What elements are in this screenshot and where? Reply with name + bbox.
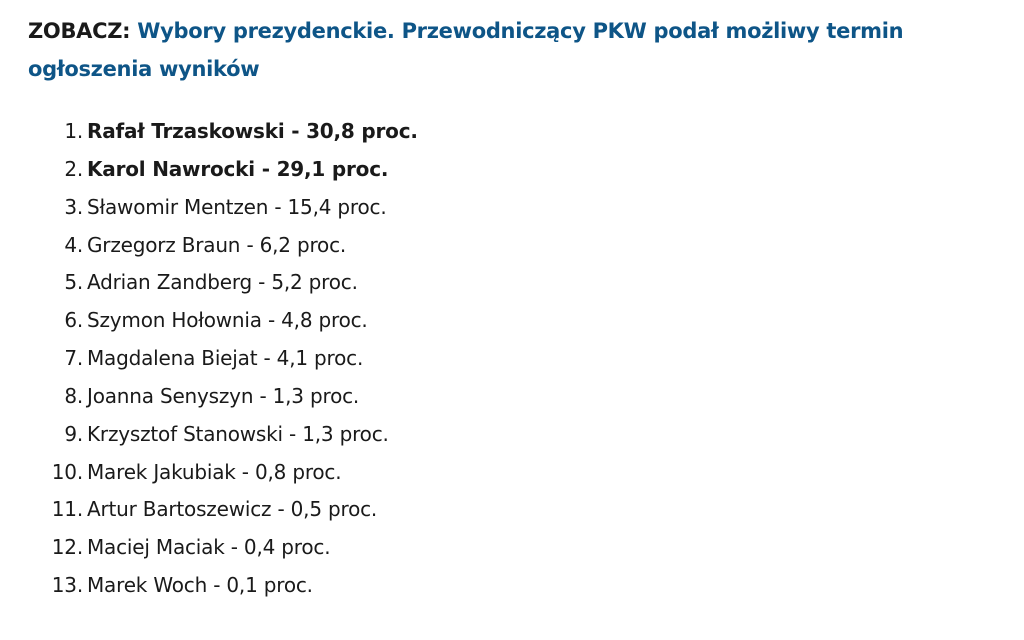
result-item	[0, 529, 418, 567]
result-text: Marek Jakubiak - 0,8 proc.	[87, 459, 342, 484]
result-item	[0, 264, 418, 302]
result-item	[0, 416, 418, 454]
result-item	[0, 340, 418, 378]
result-number: 3.	[64, 194, 83, 219]
result-text: Rafał Trzaskowski - 30,8 proc.	[87, 119, 418, 143]
result-text: Szymon Hołownia - 4,8 proc.	[87, 308, 368, 333]
result-text: Joanna Senyszyn - 1,3 proc.	[87, 383, 360, 408]
result-number: 8.	[64, 383, 83, 408]
related-article-link[interactable]: Wybory prezydenckie. Przewodniczący PKW podał możliwy termin ogłoszenia wyników	[28, 19, 904, 81]
result-text: Karol Nawrocki - 29,1 proc.	[87, 156, 389, 181]
result-item	[0, 113, 418, 151]
result-number: 9.	[64, 421, 83, 446]
result-text: Grzegorz Braun - 6,2 proc.	[87, 232, 347, 257]
result-number: 5.	[64, 270, 83, 295]
result-number: 13.	[51, 573, 83, 598]
result-number: 11.	[51, 497, 83, 522]
result-item	[0, 567, 418, 605]
result-item	[0, 151, 418, 189]
result-item	[0, 302, 418, 340]
result-number: 12.	[51, 535, 83, 560]
result-number: 4.	[64, 232, 83, 257]
result-text: Artur Bartoszewicz - 0,5 proc.	[87, 497, 378, 522]
result-item	[0, 189, 418, 227]
result-item	[0, 491, 418, 529]
result-number: 7.	[64, 346, 83, 371]
result-text: Sławomir Mentzen - 15,4 proc.	[87, 194, 387, 219]
result-text: Maciej Maciak - 0,4 proc.	[87, 535, 331, 560]
result-text: Magdalena Biejat - 4,1 proc.	[87, 346, 364, 371]
result-item	[0, 454, 418, 492]
result-item	[0, 378, 418, 416]
result-number: 10.	[51, 459, 83, 484]
results-list	[0, 113, 418, 605]
see-also-label: ZOBACZ:	[28, 19, 131, 43]
result-number: 2.	[64, 156, 83, 181]
result-number: 1.	[64, 119, 83, 143]
result-number: 6.	[64, 308, 83, 333]
result-text: Krzysztof Stanowski - 1,3 proc.	[87, 421, 389, 446]
result-item	[0, 227, 418, 265]
see-also-block	[28, 12, 988, 88]
result-text: Marek Woch - 0,1 proc.	[87, 573, 313, 598]
result-text: Adrian Zandberg - 5,2 proc.	[87, 270, 358, 295]
